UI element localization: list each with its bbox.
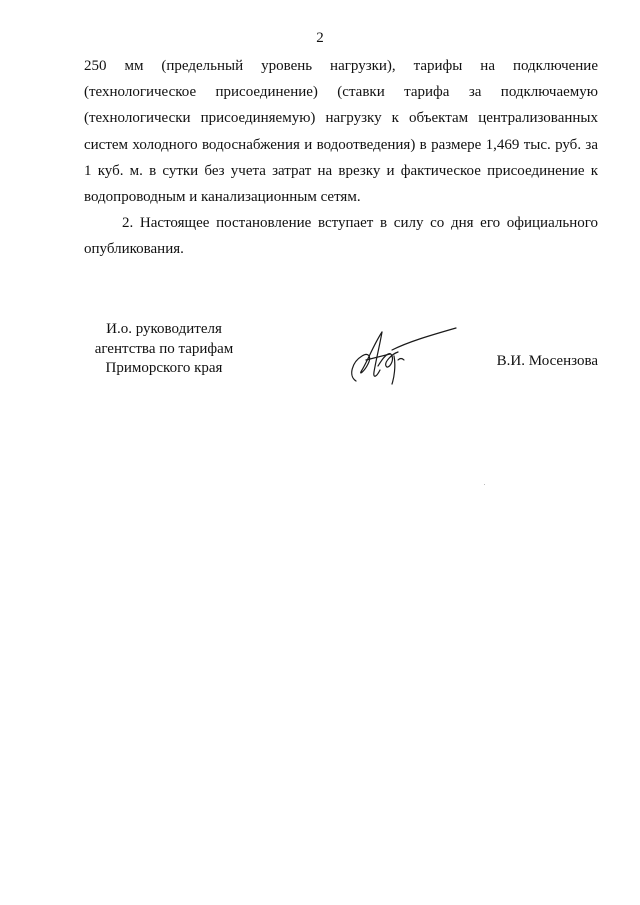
paragraph-1-line-1: 250 мм (предельный уровень нагрузки), тарифы на подключение: [84, 58, 598, 74]
signature-block: [84, 320, 598, 400]
paragraph-1-line-3: (технологически присоединяемую) нагрузку к объектам централизованных: [84, 110, 598, 127]
document-body: [84, 53, 598, 263]
signatory-title-line-3: Приморского края: [105, 360, 223, 376]
scan-speck: [484, 484, 485, 485]
paragraph-1-line-4: систем холодного водоснабжения и водоотведения) в размере 1,469 тыс. руб. за: [84, 136, 598, 153]
page-number: 2: [316, 30, 324, 46]
paragraph-2-line-2: опубликования.: [84, 241, 184, 258]
paragraph-1-line-2: (технологическое присоединение) (ставки тарифа за подключаемую: [84, 84, 598, 101]
paragraph-1-line-5: 1 куб. м. в сутки без учета затрат на врезку и фактическое присоединение к: [84, 162, 598, 179]
signatory-name: В.И. Мосензова: [496, 353, 598, 369]
handwritten-signature: [338, 326, 458, 388]
paragraph-1: [84, 53, 598, 210]
signatory-title-line-1: И.о. руководителя: [106, 321, 222, 337]
paragraph-2-line-1: 2. Настоящее постановление вступает в силу со дня его официального: [122, 215, 598, 232]
signatory-title-line-2: агентства по тарифам: [94, 340, 234, 357]
paragraph-2: [84, 210, 598, 262]
signatory-title: [84, 320, 244, 379]
paragraph-1-line-6: водопроводным и канализационным сетям.: [84, 189, 361, 206]
